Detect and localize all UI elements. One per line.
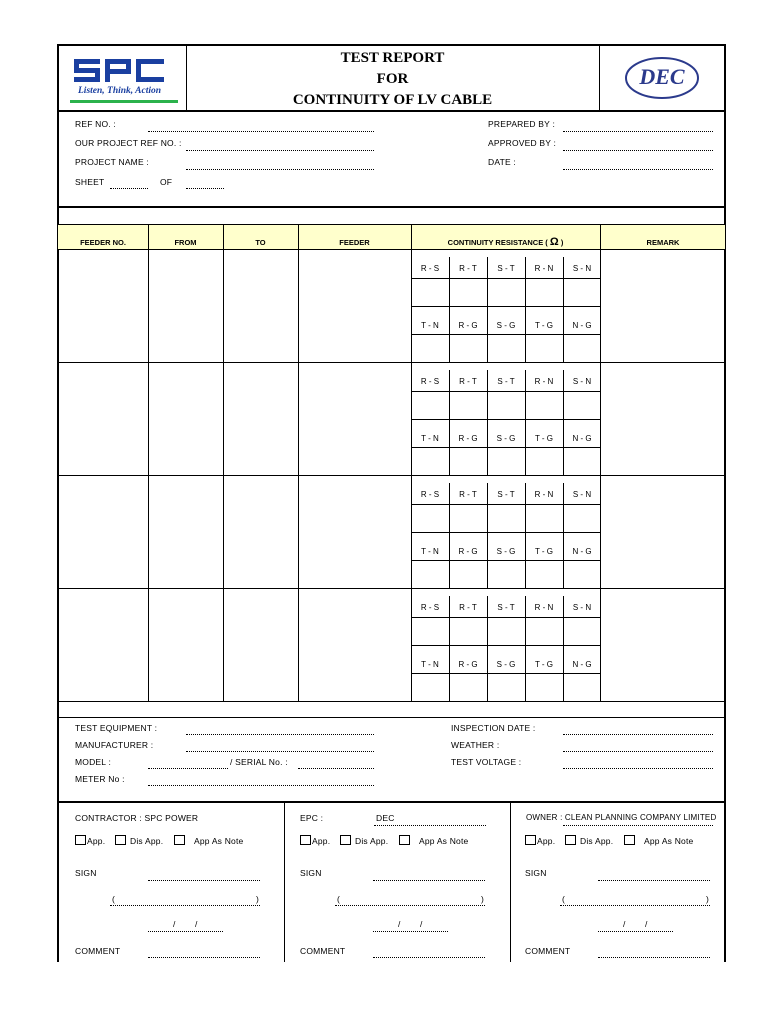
date-slash: / [623,919,626,929]
continuity-pair-label: N - G [572,434,592,443]
inspection-date-label: INSPECTION DATE : [451,723,536,733]
owner-label: OWNER : CLEAN PLANNING COMPANY LIMITED [526,813,717,822]
continuity-pair-label: R - G [458,547,478,556]
app-as-note-checkbox[interactable] [399,835,410,845]
manufacturer-field[interactable] [186,751,374,752]
continuity-subrow-rule [411,645,600,646]
continuity-pair-label: R - N [534,377,554,386]
paren-close: ) [706,894,710,904]
paren-close: ) [256,894,260,904]
app-as-note-checkbox[interactable] [174,835,185,845]
sign-date-field[interactable] [598,931,673,932]
continuity-pair-label: R - N [534,603,554,612]
signoff-divider [510,802,511,962]
col-divider [223,224,224,701]
date-field[interactable] [563,169,713,170]
date-label: DATE : [488,157,516,167]
continuity-subrow-rule [411,278,600,279]
continuity-pair-label: T - G [534,434,554,443]
continuity-pair-label: S - N [572,377,592,386]
approved-by-field[interactable] [563,150,713,151]
continuity-pair-label: R - S [420,377,440,386]
continuity-pair-label: S - T [497,264,515,273]
comment-label: COMMENT [300,946,346,956]
equipment-top-rule [57,717,726,718]
continuity-pair-label: R - S [420,603,440,612]
epc-label: EPC : [300,813,324,823]
model-field[interactable] [148,768,228,769]
name-field[interactable] [560,905,710,906]
app-checkbox[interactable] [525,835,536,845]
continuity-pair-label: S - G [496,660,516,669]
sign-field[interactable] [148,880,260,881]
info-bottom-rule [57,206,726,208]
date-slash: / [398,919,401,929]
app-label: App. [537,836,556,846]
continuity-subrow-rule [411,532,600,533]
spc-logo [66,52,181,107]
dis-app-checkbox[interactable] [340,835,351,845]
continuity-pair-label: S - N [572,603,592,612]
continuity-subrow-rule [411,306,600,307]
continuity-subrow-rule [411,334,600,335]
continuity-pair-label: R - N [534,264,554,273]
continuity-pair-label: R - S [420,490,440,499]
serial-label: / SERIAL No. : [230,757,288,767]
epc-value: DEC [376,813,395,823]
meter-no-label: METER No : [75,774,125,784]
dis-app-checkbox[interactable] [565,835,576,845]
table-bottom-rule [57,701,726,702]
signoff-divider [284,802,285,962]
continuity-pair-label: S - T [497,377,515,386]
date-slash: / [195,919,198,929]
sign-label: SIGN [300,868,322,878]
app-as-note-label: App As Note [194,836,244,846]
name-field[interactable] [335,905,485,906]
date-slash: / [173,919,176,929]
continuity-pair-label: T - N [421,547,439,556]
comment-field[interactable] [598,957,710,958]
feeder-row-rule [57,588,726,589]
date-slash: / [420,919,423,929]
our-project-ref-label: OUR PROJECT REF NO. : [75,138,182,148]
continuity-pair-label: T - N [421,434,439,443]
weather-label: WEATHER : [451,740,500,750]
continuity-pair-label: S - G [496,321,516,330]
col-header-from: FROM [174,238,197,247]
app-as-note-label: App As Note [419,836,469,846]
meter-no-field[interactable] [148,785,374,786]
paren-open: ( [562,894,566,904]
col-divider [298,224,299,701]
of-label: OF [160,177,173,187]
title-line-1: TEST REPORT [340,50,445,66]
col-header-continuity [411,236,600,248]
continuity-label: CONTINUITY RESISTANCE ( [447,238,548,247]
spc-logo-mark [66,52,181,107]
test-equipment-label: TEST EQUIPMENT : [75,723,158,733]
col-divider [600,224,601,701]
continuity-subrow-rule [411,447,600,448]
dec-logo-text: DEC [639,64,685,89]
continuity-pair-label: R - T [459,490,477,499]
comment-field[interactable] [373,957,485,958]
header-divider-right [599,44,600,111]
continuity-pair-label: S - G [496,547,516,556]
continuity-pair-label: T - N [421,660,439,669]
header-bottom-rule [57,110,726,112]
continuity-pair-label: T - N [421,321,439,330]
title-line-2: FOR [376,71,409,87]
continuity-pair-label: R - N [534,490,554,499]
app-checkbox[interactable] [75,835,86,845]
sign-label: SIGN [75,868,97,878]
col-header-feeder-no: FEEDER NO. [80,238,126,247]
signoff-top-rule [57,801,726,803]
sign-date-field[interactable] [373,931,448,932]
feeder-row-rule [57,475,726,476]
paren-open: ( [337,894,341,904]
ref-no-label: REF NO. : [75,119,116,129]
title-line-3: CONTINUITY OF LV CABLE [292,92,493,108]
continuity-pair-label: S - T [497,490,515,499]
spc-tagline: Listen, Think, Action [78,86,162,96]
dis-app-label: Dis App. [130,836,164,846]
sign-label: SIGN [525,868,547,878]
continuity-pair-label: N - G [572,547,592,556]
prepared-by-field[interactable] [563,131,713,132]
continuity-subrow-rule [411,560,600,561]
of-field[interactable] [186,188,224,189]
continuity-subrow-rule [411,391,600,392]
continuity-subrow-rule [411,617,600,618]
weather-field[interactable] [563,751,713,752]
contractor-label: CONTRACTOR : SPC POWER [75,813,199,823]
sheet-field[interactable] [110,188,148,189]
omega-symbol: Ω [549,236,559,248]
manufacturer-label: MANUFACTURER : [75,740,154,750]
table-header-rule [57,249,726,250]
sign-field[interactable] [598,880,710,881]
col-header-remark: REMARK [646,238,680,247]
dis-app-label: Dis App. [580,836,614,846]
col-header-to: TO [255,238,266,247]
sheet-label: SHEET [75,177,105,187]
prepared-by-label: PREPARED BY : [488,119,556,129]
continuity-pair-label: T - G [534,321,554,330]
comment-field[interactable] [148,957,260,958]
model-label: MODEL : [75,757,112,767]
feeder-row-rule [57,362,726,363]
comment-label: COMMENT [75,946,121,956]
continuity-pair-label: S - T [497,603,515,612]
sign-date-field[interactable] [148,931,223,932]
continuity-label-close: ) [560,238,564,247]
project-name-label: PROJECT NAME : [75,157,149,167]
date-slash: / [645,919,648,929]
owner-field[interactable] [563,825,713,826]
continuity-subrow-rule [411,673,600,674]
app-as-note-label: App As Note [644,836,694,846]
name-field[interactable] [110,905,260,906]
col-header-feeder: FEEDER [339,238,370,247]
continuity-subrow-rule [411,504,600,505]
continuity-pair-label: S - G [496,434,516,443]
serial-field[interactable] [298,768,374,769]
col-divider [411,224,412,701]
app-label: App. [312,836,331,846]
ref-no-field[interactable] [148,131,374,132]
continuity-pair-label: R - T [459,264,477,273]
dis-app-label: Dis App. [355,836,389,846]
inspection-date-field[interactable] [563,734,713,735]
paren-close: ) [481,894,485,904]
approved-by-label: APPROVED BY : [488,138,557,148]
project-name-field[interactable] [186,169,374,170]
paren-open: ( [112,894,116,904]
test-voltage-label: TEST VOLTAGE : [451,757,522,767]
sign-field[interactable] [373,880,485,881]
dis-app-checkbox[interactable] [115,835,126,845]
col-divider [148,224,149,701]
continuity-pair-label: S - N [572,264,592,273]
continuity-pair-label: T - G [534,660,554,669]
continuity-pair-label: R - G [458,434,478,443]
continuity-pair-label: R - S [420,264,440,273]
continuity-pair-label: R - G [458,321,478,330]
continuity-pair-label: R - T [459,603,477,612]
continuity-pair-label: R - T [459,377,477,386]
continuity-pair-label: N - G [572,321,592,330]
test-equipment-field[interactable] [186,734,374,735]
continuity-pair-label: T - G [534,547,554,556]
app-as-note-checkbox[interactable] [624,835,635,845]
continuity-pair-label: N - G [572,660,592,669]
test-voltage-field[interactable] [563,768,713,769]
continuity-pair-label: S - N [572,490,592,499]
comment-label: COMMENT [525,946,571,956]
app-label: App. [87,836,106,846]
dec-logo [622,55,702,101]
epc-field[interactable] [374,825,486,826]
app-checkbox[interactable] [300,835,311,845]
our-project-ref-field[interactable] [186,150,374,151]
continuity-subrow-rule [411,419,600,420]
continuity-pair-label: R - G [458,660,478,669]
